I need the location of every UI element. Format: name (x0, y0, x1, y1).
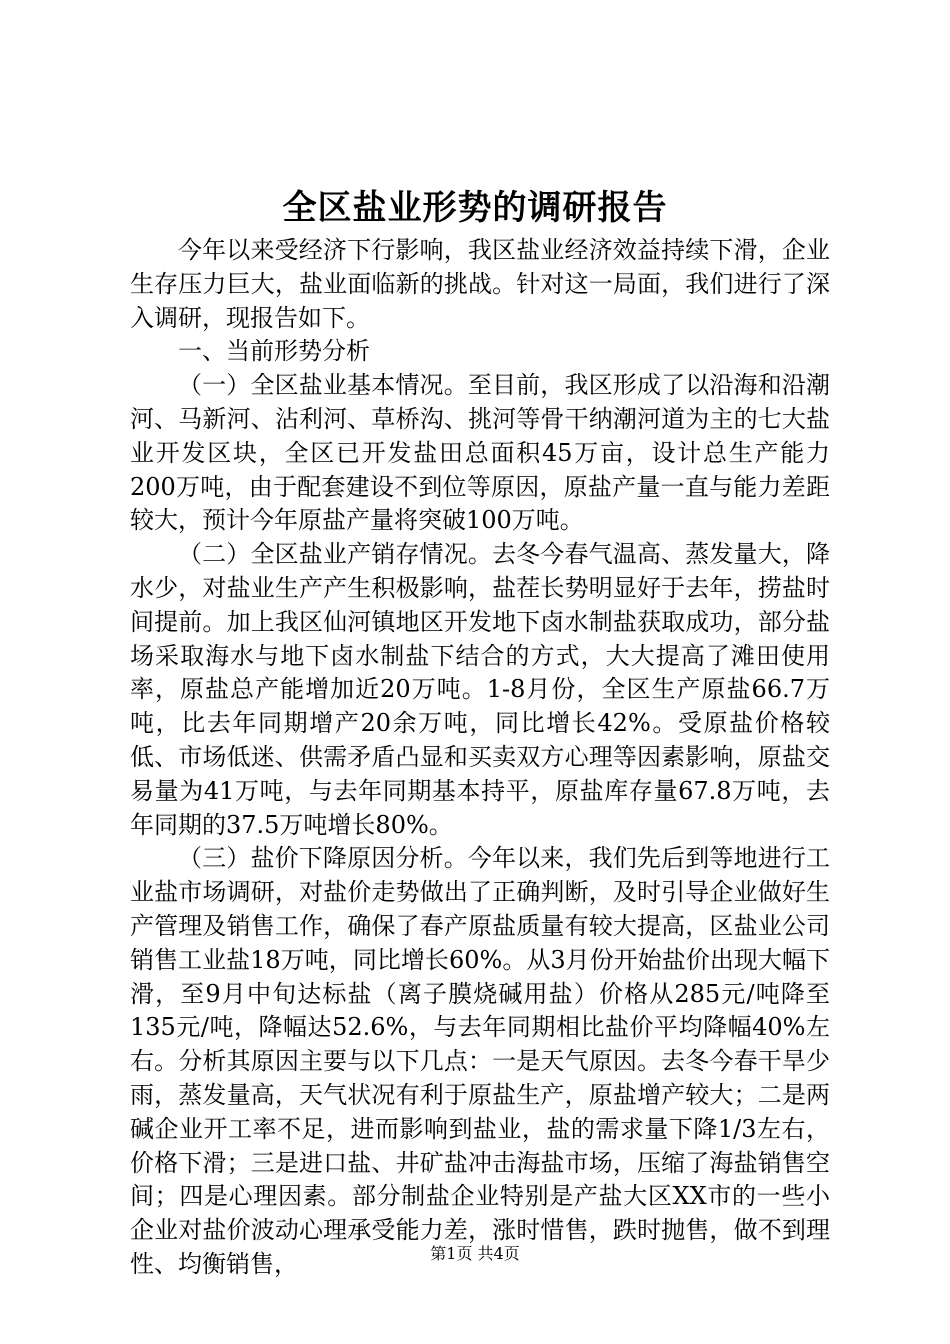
paragraph-intro: 今年以来受经济下行影响，我区盐业经济效益持续下滑，企业生存压力巨大，盐业面临新的挑战。针对这一局面，我们进行了深入调研，现报告如下。 (130, 236, 830, 332)
page-footer: 第1页 共4页 (430, 1244, 520, 1263)
document-body (130, 234, 830, 1282)
document-title: 全区盐业形势的调研报告 (282, 188, 668, 228)
paragraph-production-sales: （二）全区盐业产销存情况。去冬今春气温高、蒸发量大，降水少，对盐业生产产生积极影响，盐茬长势明显好于去年，捞盐时间提前。加上我区仙河镇地区开发地下卤水制盐获取成功，部分盐场采取海水与地下卤水制盐下结合的方式，大大提高了滩田使用率，原盐总产能增加近20万吨。1-8月份，全区生产原盐66.7万吨，比去年同期增产20余万吨，同比增长42%。受原盐价格较低、市场低迷、供需矛盾凸显和买卖双方心理等因素影响，原盐交易量为41万吨，与去年同期基本持平，原盐库存量67.8万吨，去年同期的37.5万吨增长80%。 (130, 540, 830, 839)
section-heading: 一、当前形势分析 (178, 337, 370, 366)
paragraph-price-analysis: （三）盐价下降原因分析。今年以来，我们先后到等地进行工业盐市场调研，对盐价走势做出了正确判断，及时引导企业做好生产管理及销售工作，确保了春产原盐质量有较大提高，区盐业公司销售工业盐18万吨，同比增长60%。从3月份开始盐价出现大幅下滑，至9月中旬达标盐（离子膜烧碱用盐）价格从285元/吨降至135元/吨，降幅达52.6%，与去年同期相比盐价平均降幅40%左右。分析其原因主要与以下几点：一是天气原因。去冬今春干旱少雨，蒸发量高，天气状况有利于原盐生产，原盐增产较大；二是两碱企业开工率不足，进而影响到盐业，盐的需求量下降1/3左右，价格下滑；三是进口盐、井矿盐冲击海盐市场，压缩了海盐销售空间；四是心理因素。部分制盐企业特别是产盐大区XX市的一些小企业对盐价波动心理承受能力差，涨时惜售，跌时抛售，做不到理性、均衡销售， (130, 844, 830, 1278)
paragraph-basic-situation: （一）全区盐业基本情况。至目前，我区形成了以沿海和沿潮河、马新河、沾利河、草桥沟、挑河等骨干纳潮河道为主的七大盐业开发区块，全区已开发盐田总面积45万亩，设计总生产能力200万吨，由于配套建设不到位等原因，原盐产量一直与能力差距较大，预计今年原盐产量将突破100万吨。 (130, 371, 830, 535)
